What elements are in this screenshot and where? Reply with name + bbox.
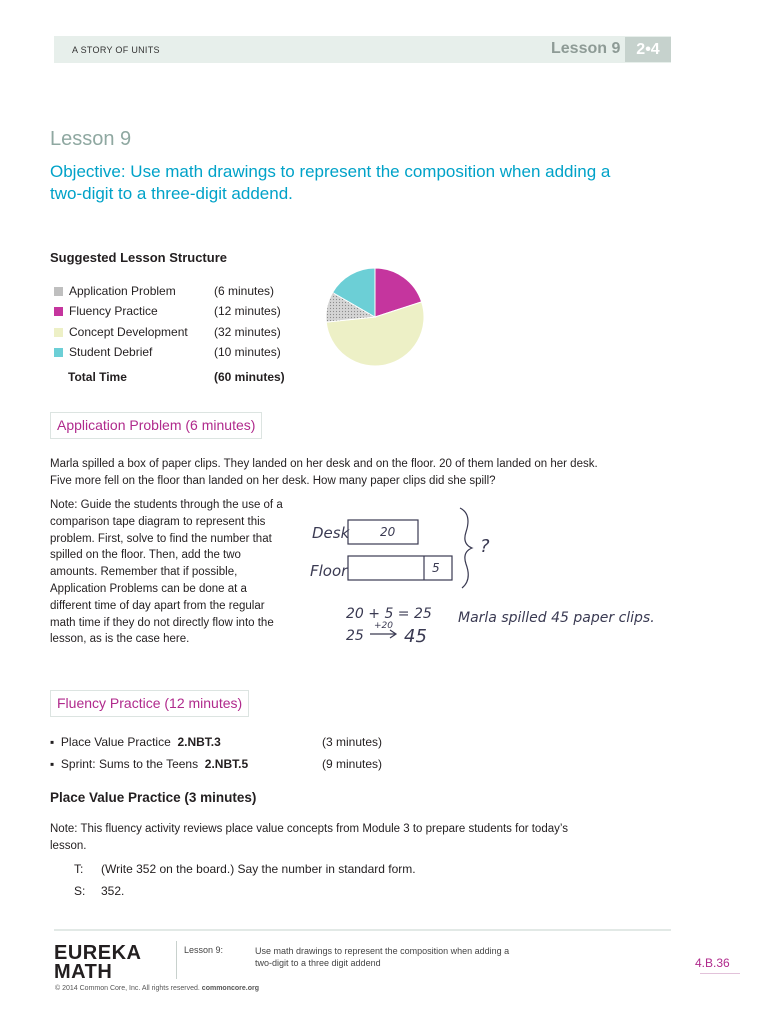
legend-minutes: (6 minutes) [214,284,275,298]
legend-label: Fluency Practice [69,304,158,318]
fluency-item [50,756,248,772]
note-line-1: Note: This fluency activity reviews place value concepts from Module 3 to prepare students for today’s [50,823,568,835]
legend-minutes: (10 minutes) [214,345,281,359]
dialogue-speaker: T: [74,862,84,876]
legend-label: Concept Development [69,325,188,339]
copyright-link[interactable]: commoncore.org [201,985,259,992]
fluency-item-label: Place Value Practice [60,735,171,749]
page-code-underline [700,973,740,974]
desk-value: 20 [380,525,396,539]
logo-line-2: MATH [54,961,113,983]
fluency-item-minutes: (3 minutes) [322,735,383,749]
note-line-2: lesson. [50,840,87,852]
footer-divider [54,929,671,931]
place-value-note [50,821,690,855]
objective-line-1: Objective: Use math drawings to represent the composition when adding a [50,162,611,181]
bullet-icon: ▪ [50,757,61,771]
legend-item-application [54,283,176,299]
dialogue-text: (Write 352 on the board.) Say the number in standard form. [101,862,416,876]
fluency-item-standard: 2.NBT.3 [177,735,221,749]
legend-label: Student Debrief [69,345,153,359]
dialogue-speaker: S: [74,884,86,898]
objective-line-2: two-digit to a three-digit addend. [50,184,293,203]
concept-swatch [54,328,63,337]
equation-2-arrow-label: +20 [374,621,393,631]
desk-label: Desk [312,524,350,542]
equation-2-start: 25 [346,628,364,644]
application-problem-heading: Application Problem (6 minutes) [50,412,262,439]
equation-2-end: 45 [404,626,427,647]
eureka-math-logo [54,944,141,982]
fluency-swatch [54,307,63,316]
problem-line-2: Five more fell on the floor than landed on her desk. How many paper clips did she spill? [50,475,496,487]
objective [50,161,690,205]
floor-label: Floor [310,562,348,580]
legend-minutes: (32 minutes) [214,325,281,339]
legend-label: Application Problem [69,284,176,298]
tape-diagram-drawing [300,500,680,660]
fluency-item-label: Sprint: Sums to the Teens [60,757,199,771]
application-note: Note: Guide the students through the use of a comparison tape diagram to represent this problem. First, solve to find the number that spilled on the floor. Then, add the two amounts. Remember that if possible, Application Problems can be done at a different time of day apart from the regular math time if they do not directly flow into the lesson, as is the case here. [50,499,283,646]
legend-item-debrief [54,344,152,360]
footer-desc-line-1: Use math drawings to represent the composition when adding a [255,946,510,956]
fluency-practice-heading: Fluency Practice (12 minutes) [50,690,249,717]
debrief-swatch [54,348,63,357]
place-value-heading: Place Value Practice (3 minutes) [50,790,257,805]
series-name: A STORY OF UNITS [72,45,160,55]
legend-item-fluency [54,303,158,319]
question-mark: ? [480,536,490,557]
arrow-icon [370,630,396,638]
page-title: Lesson 9 [50,128,132,150]
header-lesson: Lesson 9 [551,40,621,57]
footer-description [255,945,555,969]
footer-separator [176,941,177,979]
total-time-label: Total Time [68,370,127,384]
page-code: 4.B.36 [695,956,730,970]
fluency-item [50,734,221,750]
legend-item-concept [54,324,188,340]
lesson-structure-pie-chart [320,262,430,372]
bullet-icon: ▪ [50,735,61,749]
logo-line-1: EUREKA [54,942,142,964]
copyright-text: © 2014 Common Core, Inc. All rights reserved. [55,985,200,992]
structure-title: Suggested Lesson Structure [50,250,227,265]
brace [460,508,472,588]
dialogue-text: 352. [101,884,125,898]
answer-statement: Marla spilled 45 paper clips. [458,610,655,626]
module-badge: 2•4 [625,37,671,62]
fluency-item-standard: 2.NBT.5 [204,757,249,771]
application-problem-text [50,456,730,490]
fluency-item-minutes: (9 minutes) [322,757,383,771]
problem-line-1: Marla spilled a box of paper clips. They landed on her desk and on the floor. 20 of them landed on her desk. [50,458,598,470]
total-time-value: (60 minutes) [214,370,285,384]
legend-minutes: (12 minutes) [214,304,281,318]
floor-extra: 5 [432,561,440,575]
copyright [55,985,259,992]
footer-lesson: Lesson 9: [184,945,224,955]
equation-1: 20 + 5 = 25 [346,606,432,622]
footer-desc-line-2: two-digit to a three digit addend [255,958,381,968]
application-swatch [54,287,63,296]
